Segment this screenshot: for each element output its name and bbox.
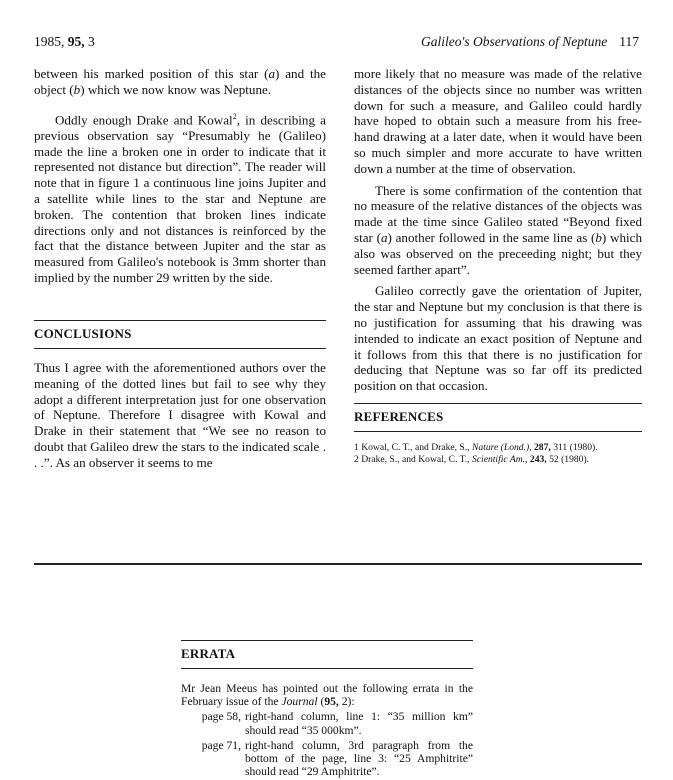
errata-heading: ERRATA [181,640,473,669]
errata-text: right-hand column, line 1: “35 million km” should read “35 000km”. [245,710,473,737]
right-paragraph-3: Galileo correctly gave the orientation of Jupiter, the star and Neptune but my conclusion is that there is no justification for assuming that his drawing was intended to indicate an exact position of Neptune and it follows from this that there is no justification for deducing that Neptune was so far off its predicted position on that occasion. [354,283,642,394]
right-paragraph-1: more likely that no measure was made of the relative distances of the objects since no number was written down for such a measure, and Galileo could hardly have hoped to obtain such a measure from his free-hand drawing at a later date, when it would have been so much simpler and more accurate to have written down a number at the time of observation. [354,66,642,176]
conclusions-heading: CONCLUSIONS [34,320,326,349]
references-heading: REFERENCES [354,403,642,432]
running-header-citation [34,34,95,50]
citation-superscript: 2 [232,111,237,121]
page-divider [34,563,642,565]
page-number: 117 [619,34,639,49]
left-paragraph-1: between his marked position of this star (a) and the object (b) which we now know was Neptune. [34,66,326,97]
errata-item [181,710,473,736]
references-list [354,442,646,466]
errata-item [181,739,473,779]
conclusions-paragraph: Thus I agree with the aforementioned authors over the meaning of the dotted lines but fail to see why they adopt a different interpretation just for one observation of Neptune. Therefore I disagree with Kowal and Drake in their statement that “We see no reason to doubt that Galileo drew the stars to the indicated scale . . .”. As an observer it seems to me [34,360,326,470]
left-paragraph-2: Oddly enough Drake and Kowal$^2$, in describing a previous observation say “Presumably he (Galileo) made the line a broken one in order to indicate that it represented not distance but direction”. The reader will note that in figure 1 a continuous line joins Jupiter and a satellite while lines to the star and Neptune are broken. The contention that broken lines indicate directions only and not distances is reinforced by the fact that the distance between Jupiter and the star as measured from Galileo's notebook is 3mm shorter than implied by the number 29 written by the side. [34,111,326,285]
errata-page: page 71, [201,738,241,752]
running-title: Galileo's Observations of Neptune [421,34,608,49]
reference-item: 1 Kowal, C. T., and Drake, S., Nature (Lond.), 287, 311 (1980). [354,442,598,453]
header-volume: 95, [67,34,85,49]
reference-item: 2 Drake, S., and Kowal, C. T., Scientific Am., 243, 52 (1980). [354,454,590,465]
left-column [34,66,326,286]
conclusions-text [34,360,326,471]
right-paragraph-2: There is some confirmation of the contention that no measure of the relative distances of the objects was made at the time since Galileo stated “Beyond fixed star (a) another followed in the same line as (b) which also was observed on the preceeding night; but they seemed farther apart”. [354,182,642,277]
right-column [354,66,642,394]
errata-body [181,682,473,780]
header-year: 1985, [34,34,65,49]
errata-intro: Mr Jean Meeus has pointed out the following errata in the February issue of the Journal (95, 2): [181,682,473,709]
header-issue: 3 [88,34,95,49]
running-header-title [421,34,639,50]
errata-page: page 58, [201,710,241,724]
errata-text: right-hand column, 3rd paragraph from the bottom of the page, line 3: “25 Amphitrite” should read “29 Amphitrite”. [245,738,473,779]
